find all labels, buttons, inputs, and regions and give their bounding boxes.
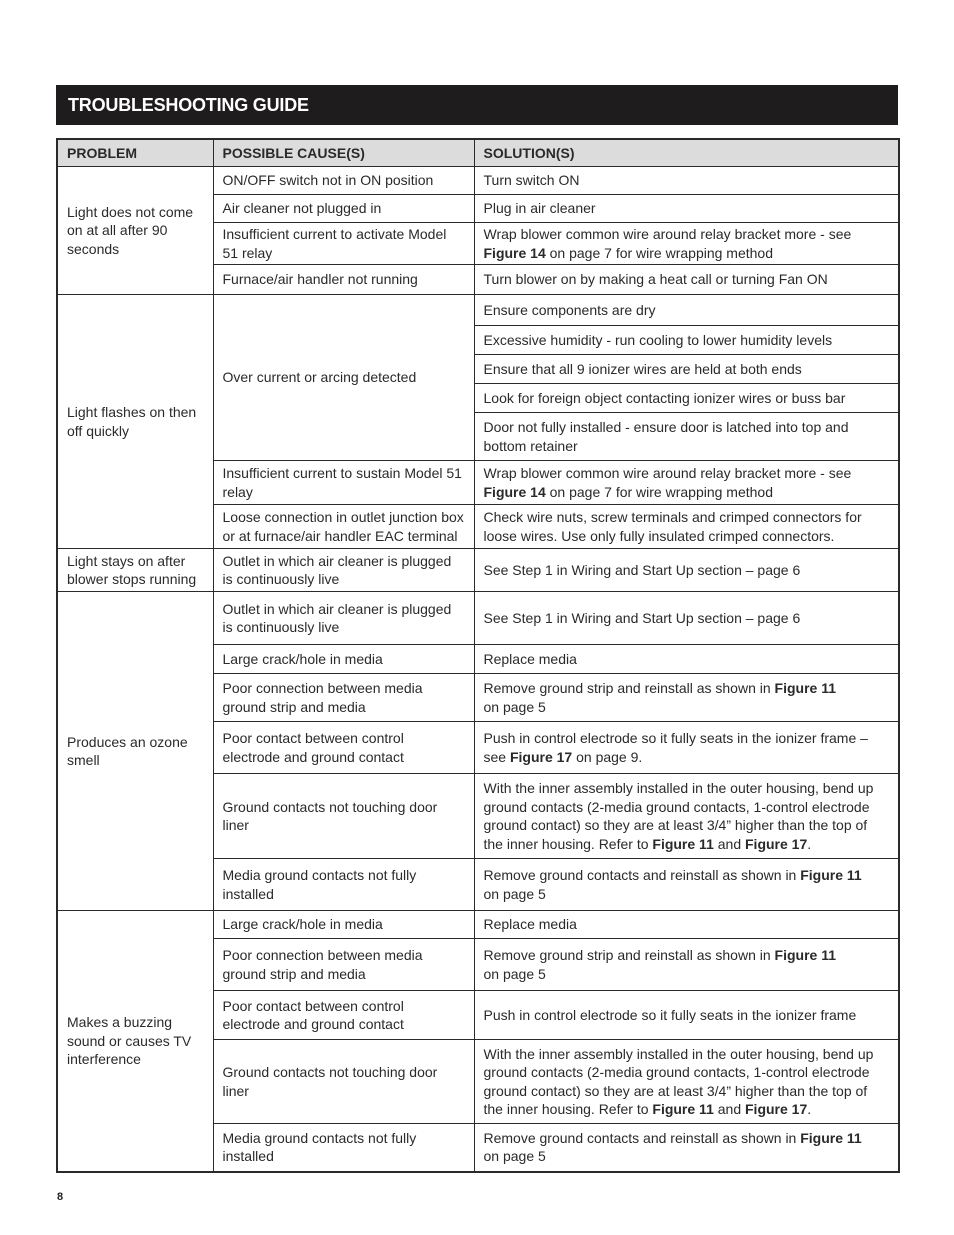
page-number: 8: [57, 1191, 64, 1203]
solution-text: Wrap blower common wire around relay bracket more - see: [483, 226, 852, 242]
cause-cell: Outlet in which air cleaner is plugged is continuously live: [213, 592, 474, 645]
cause-cell: Large crack/hole in media: [213, 911, 474, 939]
solution-cell: Ensure that all 9 ionizer wires are held at both ends: [474, 355, 899, 384]
solution-text: on page 5: [483, 965, 546, 982]
cause-cell: Large crack/hole in media: [213, 645, 474, 674]
cause-cell: Over current or arcing detected: [213, 295, 474, 461]
cause-cell: Poor connection between media ground strip and media: [213, 674, 474, 722]
troubleshooting-table: [56, 138, 900, 1173]
solution-cell: [474, 1040, 899, 1124]
solution-text: .: [807, 835, 812, 852]
cause-cell: ON/OFF switch not in ON position: [213, 167, 474, 195]
solution-text: on page 5: [483, 1148, 546, 1165]
cause-cell: Loose connection in outlet junction box or at furnace/air handler EAC terminal: [213, 505, 474, 549]
table-row: [57, 911, 899, 939]
page-title: TROUBLESHOOTING GUIDE: [68, 94, 309, 115]
solution-cell: [474, 859, 899, 911]
solution-text: and: [717, 1101, 742, 1117]
table-row: [57, 167, 899, 195]
figure-ref: Figure 11: [774, 680, 837, 696]
cause-cell: Air cleaner not plugged in: [213, 195, 474, 223]
solution-cell: Excessive humidity - run cooling to lower humidity levels: [474, 326, 899, 355]
solution-text: on page 9.: [576, 748, 643, 765]
solution-cell: [474, 223, 899, 265]
solution-cell: Replace media: [474, 645, 899, 674]
problem-cell: Produces an ozone smell: [57, 592, 213, 911]
cause-cell: Poor contact between control electrode and ground contact: [213, 722, 474, 774]
section-banner: [56, 85, 898, 125]
problem-cell: Makes a buzzing sound or causes TV interference: [57, 911, 213, 1172]
solution-text: Wrap blower common wire around relay bracket more - see: [483, 465, 852, 481]
solution-cell: Look for foreign object contacting ionizer wires or buss bar: [474, 384, 899, 413]
table-header-row: [57, 139, 899, 167]
header-problem: PROBLEM: [57, 139, 213, 167]
solution-text: Remove ground contacts and reinstall as shown in: [483, 867, 797, 883]
cause-cell: Poor connection between media ground strip and media: [213, 939, 474, 991]
solution-cell: [474, 1124, 899, 1172]
solution-text: With the inner assembly installed in the outer housing, bend up ground contacts (2-media ground contacts, 1-control electrode ground contact) so they are at least 3/4” higher than the top of the inner housing. Refer to: [483, 780, 874, 852]
figure-ref: Figure 11: [800, 1129, 862, 1146]
figure-ref: Figure 11: [774, 947, 837, 963]
solution-cell: [474, 674, 899, 722]
solution-text: Remove ground contacts and reinstall as shown in: [483, 1129, 797, 1146]
cause-cell: Media ground contacts not fully installed: [213, 859, 474, 911]
figure-ref: Figure 17: [745, 835, 808, 852]
problem-cell: Light flashes on then off quickly: [57, 295, 213, 549]
solution-cell: [474, 722, 899, 774]
figure-ref: Figure 11: [652, 1101, 714, 1117]
solution-cell: See Step 1 in Wiring and Start Up section – page 6: [474, 592, 899, 645]
cause-cell: Media ground contacts not fully installed: [213, 1124, 474, 1172]
figure-ref: Figure 14: [483, 244, 546, 261]
solution-cell: [474, 774, 899, 859]
problem-cell: Light stays on after blower stops running: [57, 549, 213, 592]
header-solution: SOLUTION(S): [474, 139, 899, 167]
cause-cell: Ground contacts not touching door liner: [213, 774, 474, 859]
header-cause: POSSIBLE CAUSE(S): [213, 139, 474, 167]
figure-ref: Figure 11: [800, 867, 862, 883]
table-row: [57, 549, 899, 592]
solution-text: Remove ground strip and reinstall as shown in: [483, 947, 771, 963]
solution-cell: [474, 461, 899, 505]
solution-cell: Push in control electrode so it fully seats in the ionizer frame: [474, 991, 899, 1040]
cause-cell: Ground contacts not touching door liner: [213, 1040, 474, 1124]
solution-cell: Door not fully installed - ensure door is latched into top and bottom retainer: [474, 413, 899, 461]
solution-cell: See Step 1 in Wiring and Start Up section – page 6: [474, 549, 899, 592]
solution-cell: Turn blower on by making a heat call or turning Fan ON: [474, 265, 899, 295]
solution-text: and: [717, 835, 742, 852]
figure-ref: Figure 17: [745, 1101, 808, 1117]
solution-text: .: [807, 1101, 812, 1117]
solution-cell: Plug in air cleaner: [474, 195, 899, 223]
solution-text: on page 5: [483, 698, 546, 715]
problem-cell: Light does not come on at all after 90 seconds: [57, 167, 213, 295]
solution-cell: Ensure components are dry: [474, 295, 899, 326]
solution-text: With the inner assembly installed in the outer housing, bend up ground contacts (2-media ground contacts, 1-control electrode ground contact) so they are at least 3/4” higher than the top of the inner housing. Refer to: [483, 1045, 874, 1117]
cause-cell: Insufficient current to sustain Model 51 relay: [213, 461, 474, 505]
table-row: [57, 592, 899, 645]
solution-cell: Turn switch ON: [474, 167, 899, 195]
figure-ref: Figure 11: [652, 835, 714, 852]
cause-cell: Poor contact between control electrode and ground contact: [213, 991, 474, 1040]
cause-cell: Outlet in which air cleaner is plugged is continuously live: [213, 549, 474, 592]
solution-text: on page 7 for wire wrapping method: [549, 483, 773, 500]
solution-cell: Check wire nuts, screw terminals and crimped connectors for loose wires. Use only fully insulated crimped connectors.: [474, 505, 899, 549]
solution-text: Push in control electrode so it fully seats in the ionizer frame – see: [483, 730, 868, 765]
table-row: [57, 295, 899, 326]
solution-text: on page 7 for wire wrapping method: [549, 244, 773, 261]
solution-cell: [474, 939, 899, 991]
cause-cell: Furnace/air handler not running: [213, 265, 474, 295]
solution-text: on page 5: [483, 885, 546, 902]
solution-text: Remove ground strip and reinstall as shown in: [483, 680, 771, 696]
figure-ref: Figure 14: [483, 483, 546, 500]
figure-ref: Figure 17: [509, 748, 573, 765]
solution-cell: Replace media: [474, 911, 899, 939]
cause-cell: Insufficient current to activate Model 51 relay: [213, 223, 474, 265]
